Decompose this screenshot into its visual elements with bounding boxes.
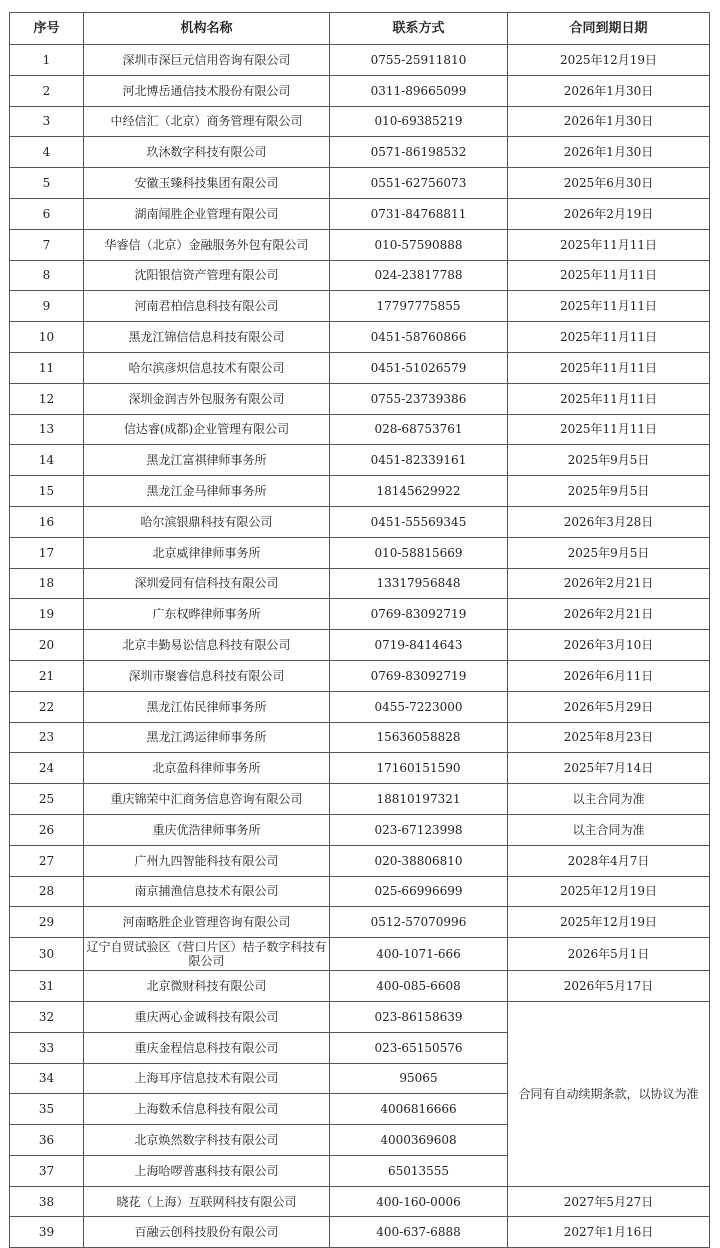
table-row: [10, 691, 710, 722]
row-institution-name: 重庆金程信息科技有限公司: [84, 1032, 330, 1063]
row-contact: 13317956848: [330, 568, 508, 599]
row-contract-expiry: 2025年11月11日: [508, 229, 710, 260]
table-row: [10, 414, 710, 445]
row-serial-number: 13: [10, 414, 84, 445]
table-row: [10, 291, 710, 322]
row-contact: 020-38806810: [330, 845, 508, 876]
row-contract-expiry: 2025年6月30日: [508, 168, 710, 199]
row-institution-name: 广州九四智能科技有限公司: [84, 845, 330, 876]
row-institution-name: 百融云创科技股份有限公司: [84, 1217, 330, 1248]
row-institution-name: 晓花（上海）互联网科技有限公司: [84, 1186, 330, 1217]
table-row: [10, 630, 710, 661]
row-contract-expiry: 2025年12月19日: [508, 45, 710, 76]
table-row: [10, 568, 710, 599]
row-contract-expiry: 2026年1月30日: [508, 106, 710, 137]
table-row: [10, 845, 710, 876]
row-contact: 18145629922: [330, 476, 508, 507]
row-serial-number: 35: [10, 1094, 84, 1125]
row-contact: 400-637-6888: [330, 1217, 508, 1248]
row-contact: 0755-23739386: [330, 383, 508, 414]
row-serial-number: 23: [10, 722, 84, 753]
row-contact: 0451-55569345: [330, 506, 508, 537]
row-serial-number: 5: [10, 168, 84, 199]
row-contact: 0451-51026579: [330, 352, 508, 383]
row-institution-name: 上海数禾信息科技有限公司: [84, 1094, 330, 1125]
table-row: [10, 537, 710, 568]
row-contract-expiry: 2025年7月14日: [508, 753, 710, 784]
row-contact: 010-58815669: [330, 537, 508, 568]
row-contract-expiry: 2025年9月5日: [508, 476, 710, 507]
row-institution-name: 河北博岳通信技术股份有限公司: [84, 75, 330, 106]
table-row: [10, 907, 710, 938]
table-row: [10, 722, 710, 753]
row-contract-expiry: 2026年2月21日: [508, 568, 710, 599]
row-serial-number: 34: [10, 1063, 84, 1094]
row-contact: 0455-7223000: [330, 691, 508, 722]
table-row: [10, 229, 710, 260]
table-row: [10, 599, 710, 630]
row-serial-number: 33: [10, 1032, 84, 1063]
row-contract-expiry: 2025年11月11日: [508, 414, 710, 445]
row-contract-expiry: 2025年12月19日: [508, 876, 710, 907]
row-serial-number: 28: [10, 876, 84, 907]
row-contact: 0512-57070996: [330, 907, 508, 938]
row-contact: 010-57590888: [330, 229, 508, 260]
row-contract-expiry: 2025年8月23日: [508, 722, 710, 753]
header-contract-expiry: 合同到期日期: [508, 13, 710, 45]
header-institution-name: 机构名称: [84, 13, 330, 45]
row-contact: 17160151590: [330, 753, 508, 784]
row-contract-expiry: 2025年11月11日: [508, 383, 710, 414]
row-institution-name: 黑龙江富祺律师事务所: [84, 445, 330, 476]
row-contract-expiry: 2026年1月30日: [508, 75, 710, 106]
row-contact: 024-23817788: [330, 260, 508, 291]
table-row: [10, 660, 710, 691]
row-serial-number: 11: [10, 352, 84, 383]
row-institution-name: 上海哈啰普惠科技有限公司: [84, 1155, 330, 1186]
header-serial-number: 序号: [10, 13, 84, 45]
row-serial-number: 21: [10, 660, 84, 691]
table-header-row: [10, 13, 710, 45]
row-contact: 023-86158639: [330, 1001, 508, 1032]
row-institution-name: 北京丰勤易讼信息科技有限公司: [84, 630, 330, 661]
row-contact: 028-68753761: [330, 414, 508, 445]
row-institution-name: 沈阳银信资产管理有限公司: [84, 260, 330, 291]
row-contact: 400-085-6608: [330, 971, 508, 1002]
row-contract-expiry: 以主合同为准: [508, 784, 710, 815]
row-institution-name: 北京威律律师事务所: [84, 537, 330, 568]
row-contract-expiry: 2027年1月16日: [508, 1217, 710, 1248]
row-institution-name: 黑龙江金马律师事务所: [84, 476, 330, 507]
row-contact: 65013555: [330, 1155, 508, 1186]
row-contract-expiry: 2026年2月21日: [508, 599, 710, 630]
row-contract-expiry: 2025年9月5日: [508, 537, 710, 568]
institution-table-container: [9, 12, 710, 1248]
row-institution-name: 重庆锦荣中汇商务信息咨询有限公司: [84, 784, 330, 815]
row-contract-expiry: 2026年3月28日: [508, 506, 710, 537]
table-row: [10, 476, 710, 507]
table-row: [10, 938, 710, 971]
row-institution-name: 南京捕渔信息技术有限公司: [84, 876, 330, 907]
row-contact: 0451-58760866: [330, 322, 508, 353]
table-row: [10, 198, 710, 229]
row-serial-number: 29: [10, 907, 84, 938]
row-contract-expiry: 2026年6月11日: [508, 660, 710, 691]
row-institution-name: 中经信汇（北京）商务管理有限公司: [84, 106, 330, 137]
table-row: [10, 784, 710, 815]
row-serial-number: 9: [10, 291, 84, 322]
row-serial-number: 7: [10, 229, 84, 260]
row-serial-number: 19: [10, 599, 84, 630]
row-institution-name: 广东权晔律师事务所: [84, 599, 330, 630]
row-contact: 4006816666: [330, 1094, 508, 1125]
institution-contract-table: [9, 12, 710, 1248]
row-contract-expiry: 2025年11月11日: [508, 260, 710, 291]
row-institution-name: 上海耳序信息技术有限公司: [84, 1063, 330, 1094]
row-serial-number: 25: [10, 784, 84, 815]
row-serial-number: 22: [10, 691, 84, 722]
row-institution-name: 重庆优浩律师事务所: [84, 814, 330, 845]
row-contact: 400-1071-666: [330, 938, 508, 971]
row-institution-name: 深圳金润吉外包服务有限公司: [84, 383, 330, 414]
row-institution-name: 黑龙江锦信信息科技有限公司: [84, 322, 330, 353]
row-institution-name: 北京微财科技有限公司: [84, 971, 330, 1002]
row-institution-name: 湖南闻胜企业管理有限公司: [84, 198, 330, 229]
row-contact: 95065: [330, 1063, 508, 1094]
row-serial-number: 20: [10, 630, 84, 661]
row-institution-name: 玖沐数字科技有限公司: [84, 137, 330, 168]
row-contract-expiry: 2025年12月19日: [508, 907, 710, 938]
row-institution-name: 信达睿(成都)企业管理有限公司: [84, 414, 330, 445]
row-contact: 0451-82339161: [330, 445, 508, 476]
row-institution-name: 安徽玉臻科技集团有限公司: [84, 168, 330, 199]
row-institution-name: 哈尔滨银鼎科技有限公司: [84, 506, 330, 537]
table-row: [10, 137, 710, 168]
merged-expiry-note: 合同有自动续期条款，以协议为准: [508, 1001, 710, 1186]
row-serial-number: 17: [10, 537, 84, 568]
row-serial-number: 18: [10, 568, 84, 599]
table-row: [10, 322, 710, 353]
row-serial-number: 38: [10, 1186, 84, 1217]
row-serial-number: 3: [10, 106, 84, 137]
table-row: [10, 1217, 710, 1248]
row-institution-name: 北京焕然数字科技有限公司: [84, 1125, 330, 1156]
row-contact: 025-66996699: [330, 876, 508, 907]
header-contact: 联系方式: [330, 13, 508, 45]
row-serial-number: 16: [10, 506, 84, 537]
row-institution-name: 华睿信（北京）金融服务外包有限公司: [84, 229, 330, 260]
row-contact: 4000369608: [330, 1125, 508, 1156]
row-contact: 010-69385219: [330, 106, 508, 137]
row-institution-name: 黑龙江佑民律师事务所: [84, 691, 330, 722]
row-contract-expiry: 2026年5月29日: [508, 691, 710, 722]
table-row: [10, 1186, 710, 1217]
row-contact: 17797775855: [330, 291, 508, 322]
row-contract-expiry: 2026年2月19日: [508, 198, 710, 229]
row-institution-name: 北京盈科律师事务所: [84, 753, 330, 784]
row-contact: 0571-86198532: [330, 137, 508, 168]
table-row: [10, 814, 710, 845]
row-contact: 0719-8414643: [330, 630, 508, 661]
row-contact: 18810197321: [330, 784, 508, 815]
table-row: [10, 352, 710, 383]
row-contact: 023-67123998: [330, 814, 508, 845]
row-contract-expiry: 2025年11月11日: [508, 352, 710, 383]
row-contract-expiry: 2025年11月11日: [508, 322, 710, 353]
table-row: [10, 971, 710, 1002]
row-contact: 0755-25911810: [330, 45, 508, 76]
row-contact: 400-160-0006: [330, 1186, 508, 1217]
row-institution-name: 河南略胜企业管理咨询有限公司: [84, 907, 330, 938]
row-institution-name: 重庆两心金诚科技有限公司: [84, 1001, 330, 1032]
table-row: [10, 1001, 710, 1032]
row-serial-number: 27: [10, 845, 84, 876]
row-contract-expiry: 以主合同为准: [508, 814, 710, 845]
row-serial-number: 32: [10, 1001, 84, 1032]
row-contact: 0769-83092719: [330, 599, 508, 630]
table-row: [10, 168, 710, 199]
row-serial-number: 2: [10, 75, 84, 106]
row-contract-expiry: 2028年4月7日: [508, 845, 710, 876]
row-institution-name: 哈尔滨彦炽信息技术有限公司: [84, 352, 330, 383]
table-row: [10, 260, 710, 291]
table-body: [10, 45, 710, 1248]
row-contact: 0551-62756073: [330, 168, 508, 199]
row-serial-number: 24: [10, 753, 84, 784]
row-contact: 0769-83092719: [330, 660, 508, 691]
row-serial-number: 8: [10, 260, 84, 291]
table-row: [10, 445, 710, 476]
table-row: [10, 45, 710, 76]
row-institution-name: 深圳市聚睿信息科技有限公司: [84, 660, 330, 691]
row-contact: 15636058828: [330, 722, 508, 753]
row-serial-number: 39: [10, 1217, 84, 1248]
row-serial-number: 10: [10, 322, 84, 353]
row-contract-expiry: 2027年5月27日: [508, 1186, 710, 1217]
row-institution-name: 黑龙江鸿运律师事务所: [84, 722, 330, 753]
row-serial-number: 26: [10, 814, 84, 845]
table-row: [10, 383, 710, 414]
row-serial-number: 30: [10, 938, 84, 971]
row-serial-number: 37: [10, 1155, 84, 1186]
row-contact: 0731-84768811: [330, 198, 508, 229]
row-contract-expiry: 2026年5月1日: [508, 938, 710, 971]
row-contract-expiry: 2025年11月11日: [508, 291, 710, 322]
row-institution-name: 深圳爱同有信科技有限公司: [84, 568, 330, 599]
row-contract-expiry: 2026年5月17日: [508, 971, 710, 1002]
row-serial-number: 15: [10, 476, 84, 507]
table-row: [10, 753, 710, 784]
row-serial-number: 14: [10, 445, 84, 476]
row-serial-number: 1: [10, 45, 84, 76]
row-serial-number: 31: [10, 971, 84, 1002]
row-contract-expiry: 2026年3月10日: [508, 630, 710, 661]
row-institution-name: 辽宁自贸试验区（营口片区）桔子数字科技有限公司: [84, 938, 330, 971]
row-contract-expiry: 2025年9月5日: [508, 445, 710, 476]
row-contact: 0311-89665099: [330, 75, 508, 106]
row-serial-number: 6: [10, 198, 84, 229]
row-serial-number: 4: [10, 137, 84, 168]
table-row: [10, 75, 710, 106]
table-row: [10, 506, 710, 537]
row-serial-number: 36: [10, 1125, 84, 1156]
row-serial-number: 12: [10, 383, 84, 414]
row-contract-expiry: 2026年1月30日: [508, 137, 710, 168]
table-row: [10, 106, 710, 137]
table-row: [10, 876, 710, 907]
row-institution-name: 河南君柏信息科技有限公司: [84, 291, 330, 322]
row-contact: 023-65150576: [330, 1032, 508, 1063]
row-institution-name: 深圳市深巨元信用咨询有限公司: [84, 45, 330, 76]
